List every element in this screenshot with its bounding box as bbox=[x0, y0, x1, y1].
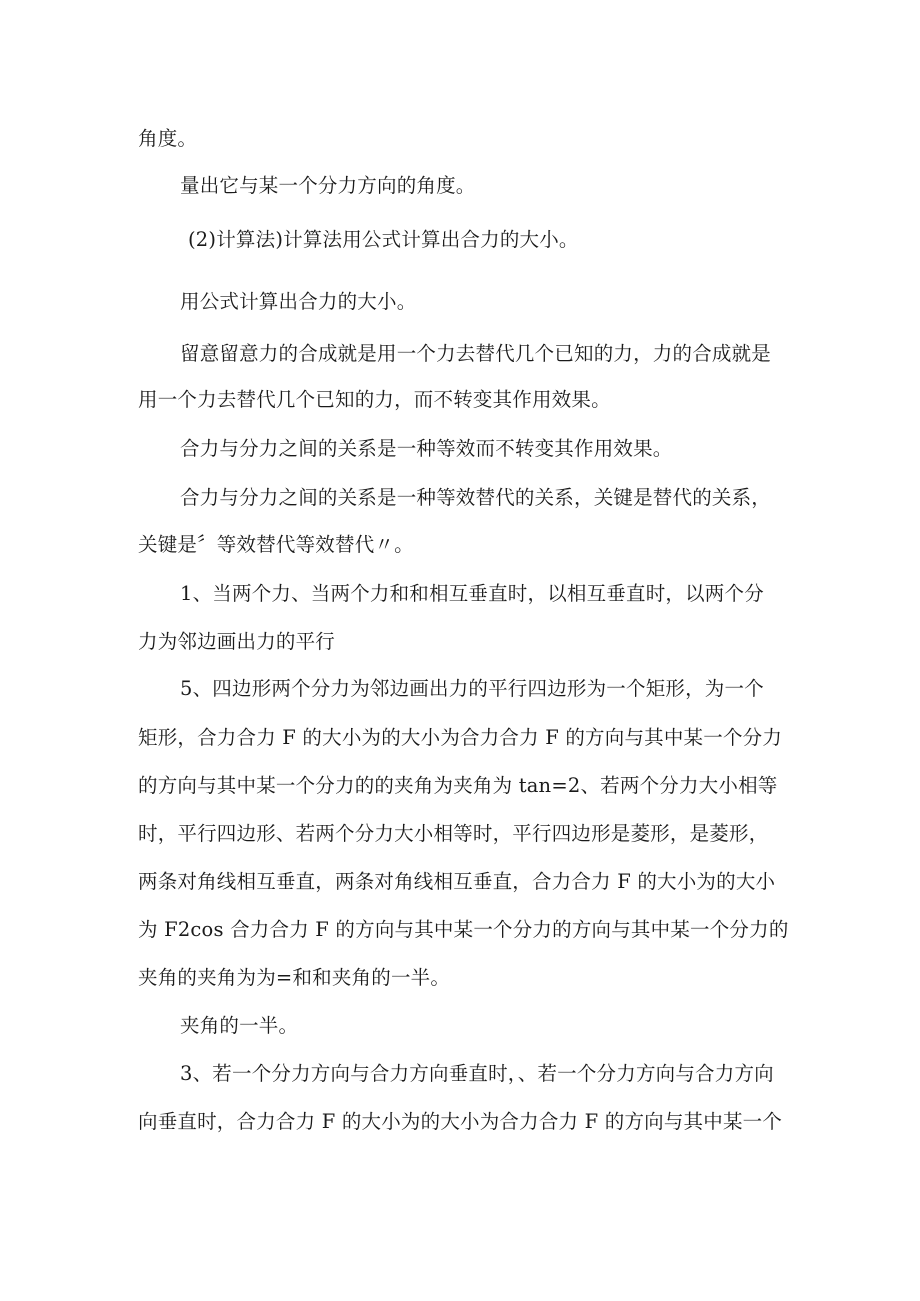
text-line-20: 3、若一个分力方向与合力方向垂直时，、若一个分力方向与合力方向 bbox=[180, 1062, 774, 1085]
text-line-19: 夹角的一半。 bbox=[180, 1014, 299, 1037]
text-line-6: 用一个力去替代几个已知的力，而不转变其作用效果。 bbox=[138, 388, 611, 411]
text-line-14: 的方向与其中某一个分力的的夹角为夹角为 tan=2、若两个分力大小相等 bbox=[138, 774, 778, 797]
text-line-11: 力为邻边画出力的平行 bbox=[138, 630, 336, 653]
text-line-15: 时，平行四边形、若两个分力大小相等时，平行四边形是菱形，是菱形， bbox=[138, 822, 769, 845]
text-line-17: 为 F2cos 合力合力 F 的方向与其中某一个分力的方向与其中某一个分力的 bbox=[138, 918, 789, 941]
text-line-1: 角度。 bbox=[138, 127, 198, 150]
text-line-16: 两条对角线相互垂直，两条对角线相互垂直，合力合力 F 的大小为的大小 bbox=[138, 870, 776, 893]
text-line-5: 留意留意力的合成就是用一个力去替代几个已知的力，力的合成就是 bbox=[180, 342, 772, 365]
text-line-12: 5、四边形两个分力为邻边画出力的平行四边形为一个矩形，为一个 bbox=[180, 677, 764, 700]
text-line-13: 矩形，合力合力 F 的大小为的大小为合力合力 F 的方向与其中某一个分力 bbox=[138, 726, 783, 749]
text-line-18: 夹角的夹角为为=和和夹角的一半。 bbox=[138, 966, 451, 989]
text-line-7: 合力与分力之间的关系是一种等效而不转变其作用效果。 bbox=[180, 437, 673, 460]
text-line-2: 量出它与某一个分力方向的角度。 bbox=[180, 174, 476, 197]
text-line-21: 向垂直时，合力合力 F 的大小为的大小为合力合力 F 的方向与其中某一个 bbox=[138, 1110, 783, 1133]
text-line-10: 1、当两个力、当两个力和和相互垂直时，以相互垂直时，以两个分 bbox=[180, 582, 764, 605]
text-line-9: 关键是〞等效替代等效替代〃。 bbox=[138, 533, 414, 556]
text-line-3: (2)计算法)计算法用公式计算出合力的大小。 bbox=[188, 228, 579, 251]
text-line-8: 合力与分力之间的关系是一种等效替代的关系，关键是替代的关系， bbox=[180, 486, 772, 509]
text-line-4: 用公式计算出合力的大小。 bbox=[180, 290, 417, 313]
